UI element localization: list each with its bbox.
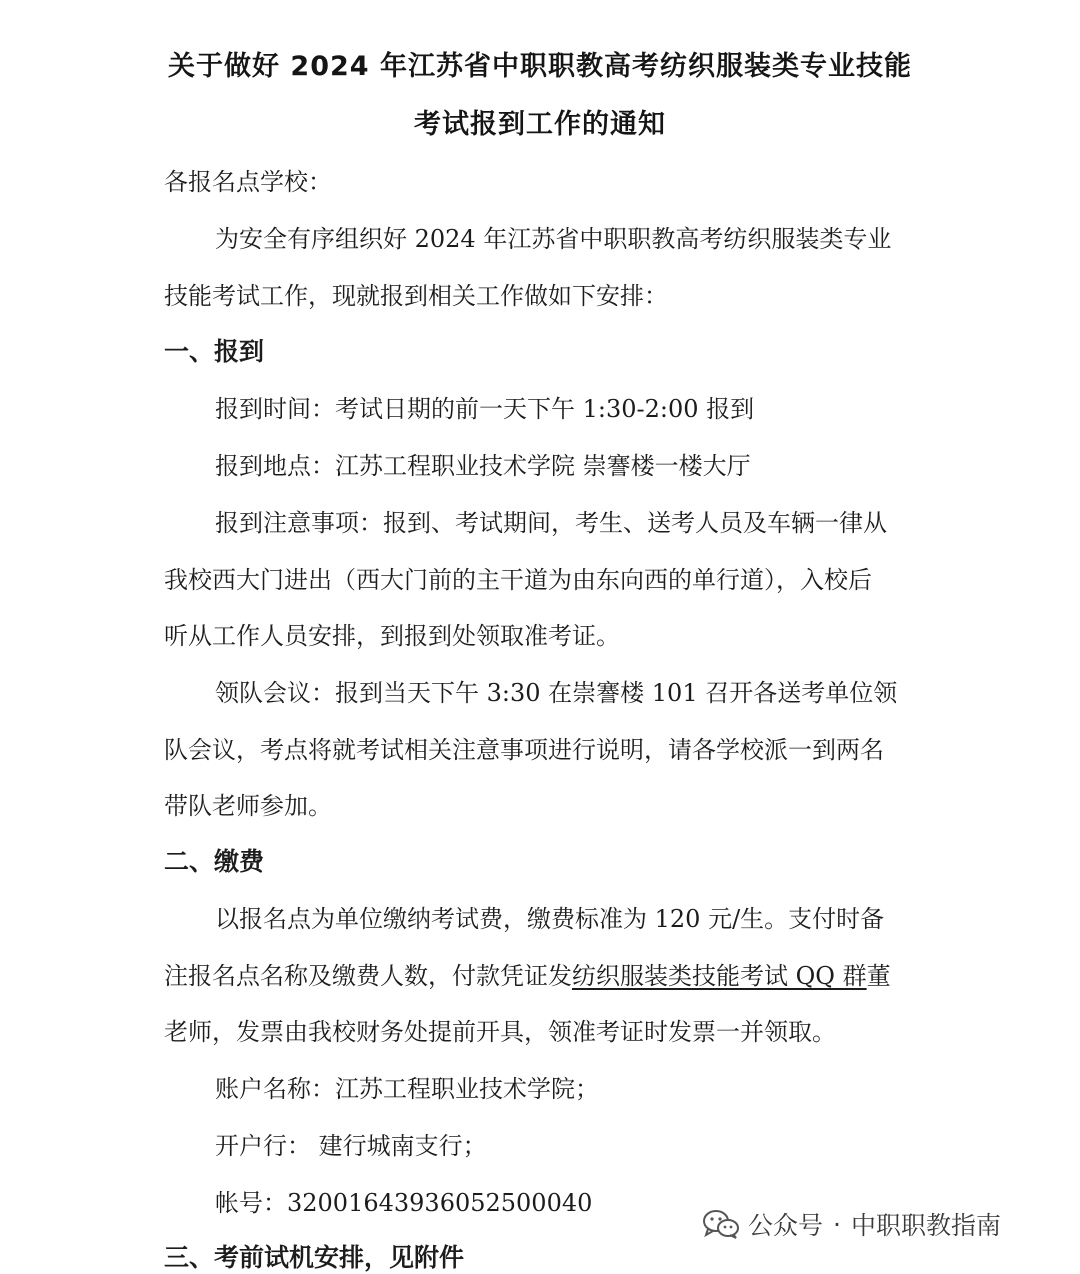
registration-notes-line: 报到注意事项：报到、考试期间，考生、送考人员及车辆一律从 — [215, 509, 887, 537]
payment-text: 董 — [866, 962, 891, 990]
payment-line — [164, 956, 891, 991]
registration-notes-line: 听从工作人员安排，到报到处领取准考证。 — [164, 622, 620, 650]
registration-place: 报到地点：江苏工程职业技术学院 崇謇楼一楼大厅 — [215, 452, 751, 480]
qq-group-name: 纺织服装类技能考试 QQ 群 — [572, 962, 867, 990]
bank-name: 开户行： 建行城南支行； — [215, 1132, 487, 1160]
account-name: 账户名称：江苏工程职业技术学院； — [215, 1075, 599, 1103]
registration-time: 报到时间：考试日期的前一天下午 1:30-2:00 报到 — [215, 395, 755, 423]
notice-title-line2: 考试报到工作的通知 — [414, 109, 666, 140]
wechat-watermark — [702, 1202, 1001, 1246]
meeting-line: 领队会议：报到当天下午 3:30 在崇謇楼 101 召开各送考单位领 — [215, 679, 898, 707]
watermark-separator: · — [833, 1209, 841, 1239]
intro-line: 为安全有序组织好 2024 年江苏省中职职教高考纺织服装类专业 — [215, 225, 892, 253]
notice-title-line1: 关于做好 2024 年江苏省中职职教高考纺织服装类专业技能 — [168, 51, 912, 82]
section-heading-payment: 二、缴费 — [164, 847, 265, 876]
watermark-label: 公众号 — [748, 1211, 824, 1240]
meeting-line: 带队老师参加。 — [164, 792, 332, 820]
intro-line: 技能考试工作，现就报到相关工作做如下安排： — [164, 282, 668, 310]
payment-line: 以报名点为单位缴纳考试费，缴费标准为 120 元/生。支付时备 — [215, 905, 885, 933]
registration-notes-line: 我校西大门进出（西大门前的主干道为由东向西的单行道），入校后 — [164, 566, 872, 594]
payment-text: 注报名点名称及缴费人数，付款凭证发 — [164, 962, 572, 990]
section-heading-trial: 三、考前试机安排，见附件 — [164, 1243, 465, 1272]
watermark-account: 中职职教指南 — [850, 1211, 1001, 1240]
payment-line: 老师，发票由我校财务处提前开具，领准考证时发票一并领取。 — [164, 1018, 836, 1046]
meeting-line: 队会议，考点将就考试相关注意事项进行说明，请各学校派一到两名 — [164, 736, 884, 764]
wechat-icon — [702, 1208, 740, 1240]
salutation: 各报名点学校： — [164, 168, 332, 196]
section-heading-registration: 一、报到 — [164, 337, 265, 366]
account-number: 帐号：32001643936052500040 — [215, 1189, 593, 1217]
